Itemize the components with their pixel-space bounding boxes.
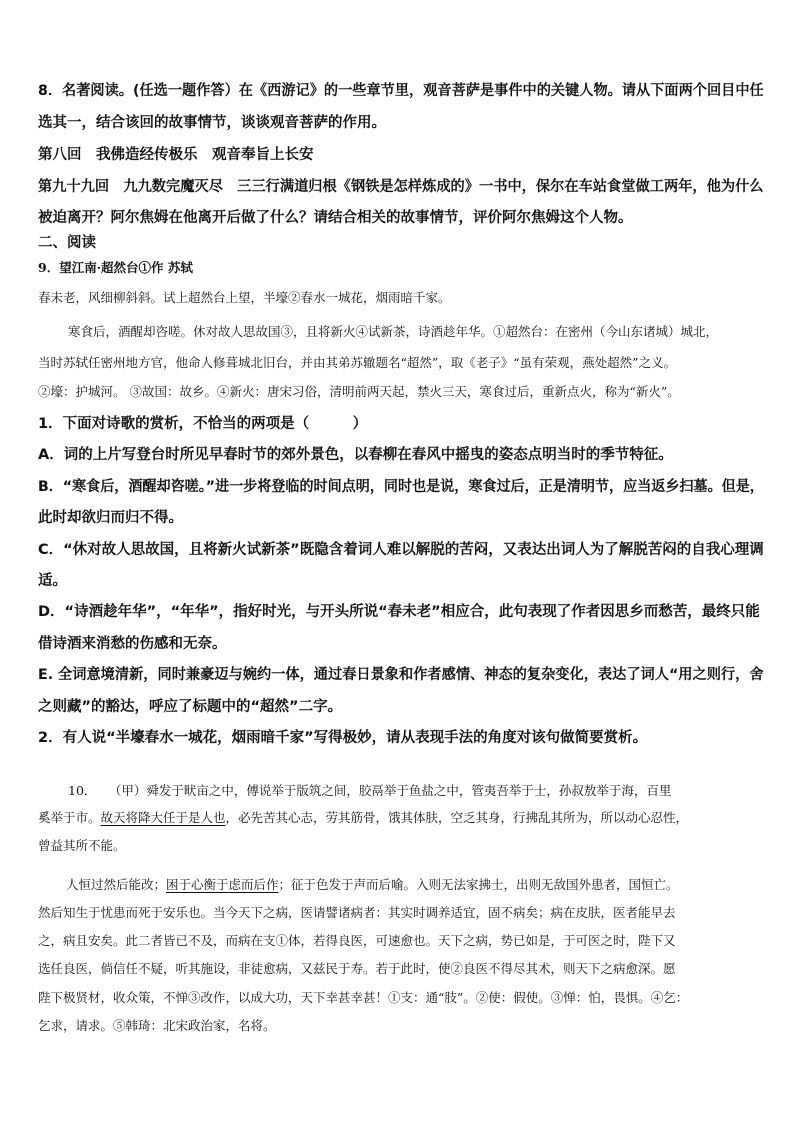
q8-option-1: 第八回 我佛造经传极乐 观音奉旨上长安 [38, 147, 314, 163]
q10-line-4 [66, 875, 679, 895]
q10-line-6: 之，病且安矣。此二者皆已不及，而病在支①体，若得良医，可速愈也。天下之病，势已如是，于可医之时，陛下又 [38, 933, 676, 948]
q8-option-2: 第九十九回 九九数完魔灭尽 三三行满道归根《钢铁是怎样炼成的》一书中，保尔在车站食堂做工两年，他为什么 [38, 179, 764, 195]
q10-text: ；征于色发于声而后喻。入则无法家拂士，出则无敌国外患者，国恒亡。 [278, 877, 679, 892]
poem-line-1: 春未老，风细柳斜斜。试上超然台上望，半壕②春水一城花，烟雨暗千家。 [38, 290, 451, 305]
q10-line-3: 曾益其所不能。 [38, 838, 126, 853]
q10-line-5: 然后知生于忧患而死于安乐也。当今天下之病，医请譬诸病者：其实时调养适宜，固不病矣；病在皮肤，医者能早去 [38, 905, 676, 920]
option-b-line-2: 此时却欲归而归不得。 [38, 510, 183, 526]
q8-line-2: 选其一，结合该回的故事情节，谈谈观音菩萨的作用。 [38, 115, 386, 131]
q10-text: ，必先苦其心志，劳其筋骨，饿其体肤，空乏其身，行拂乱其所为，所以动心忍性， [225, 810, 689, 825]
option-c-line-2: 适。 [38, 573, 67, 589]
underlined-phrase: 故天将降大任于是人也 [100, 810, 226, 825]
q10-line-8: 陛下极贤材，收众策，不惮③改作，以成大功，天下幸甚幸甚！①支：通“肢”。②使：假使。③惮：怕，畏惧。④乞： [38, 990, 689, 1005]
poem-note-1: 当时苏轼任密州地方官，他命人修葺城北旧台，并由其弟苏辙题名“超然”，取《老子》“虽有荣观，燕处超然”之义。 [38, 355, 677, 370]
option-e-line-1: E. 全词意境清新，同时兼豪迈与婉约一体，通过春日景象和作者感情、神态的复杂变化，表达了词人“用之则行，舍 [38, 667, 764, 683]
q9-title: 9．望江南·超然台①作 苏轼 [38, 260, 193, 275]
q9-sub2: 2．有人说“半壕春水一城花，烟雨暗千家”写得极妙，请从表现手法的角度对该句做简要赏析。 [38, 730, 648, 746]
q10-line-9: 乞求，请求。⑤韩琦：北宋政治家，名将。 [38, 1018, 276, 1033]
q10-text: 人恒过然后能改； [66, 877, 167, 892]
option-c-line-1: C．“休对故人思故国，且将新火试新茶”既隐含着词人难以解脱的苦闷，又表达出词人为了解脱苦闷的自我心理调 [38, 542, 764, 558]
q10-line-7: 选任良医，倘信任不疑，听其施设，非徒愈病，又兹民于寿。若于此时，使②良医不得尽其术，则天下之病愈深。愿 [38, 961, 676, 976]
q10-text: 奚举于市。 [38, 810, 101, 825]
option-e-line-2: 之则藏”的豁达，呼应了标题中的“超然”二字。 [38, 699, 343, 715]
poem-note-2: ②壕：护城河。 ③故国：故乡。④新火：唐宋习俗，清明前两天起，禁火三天，寒食过后，重新点火，称为“新火”。 [38, 384, 680, 399]
option-b-line-1: B．“寒食后，酒醒却咨嗟。”进一步将登临的时间点明，同时也是说，寒食过后，正是清明节，应当返乡扫墓。但是， [38, 479, 764, 495]
q8-line-5: 被迫离开？阿尔焦姆在他离开后做了什么？请结合相关的故事情节，评价阿尔焦姆这个人物。 [38, 210, 633, 226]
poem-line-2: 寒食后，酒醒却咨嗟。休对故人思故国③，且将新火④试新茶，诗酒趁年华。①超然台：在密州（今山东诸城）城北， [68, 324, 719, 339]
option-d-line-2: 借诗酒来消愁的伤感和无奈。 [38, 636, 227, 652]
option-a: A．词的上片写登台时所见早春时节的郊外景色，以春柳在春风中摇曳的姿态点明当时的季节特征。 [38, 447, 673, 463]
q10-line-1: 10． （甲）舜发于畎亩之中，傅说举于版筑之间，胶鬲举于鱼盐之中，管夷吾举于士，孙叔敖举于海，百里 [68, 783, 672, 798]
q10-line-2 [38, 808, 688, 828]
q9-sub1: 1．下面对诗歌的赏析，不恰当的两项是（ ） [38, 416, 368, 432]
section-heading: 二、阅读 [38, 235, 96, 251]
q8-line-1: 8．名著阅读。(任选一题作答）在《西游记》的一些章节里，观音菩萨是事件中的关键人物。请从下面两个回目中任 [38, 83, 764, 99]
underlined-phrase: 困于心衡于虑而后作 [166, 877, 279, 892]
option-d-line-1: D．“诗酒趁年华”，“年华”，指好时光，与开头所说“春未老”相应合，此句表现了作者因思乡而愁苦，最终只能 [38, 604, 760, 620]
